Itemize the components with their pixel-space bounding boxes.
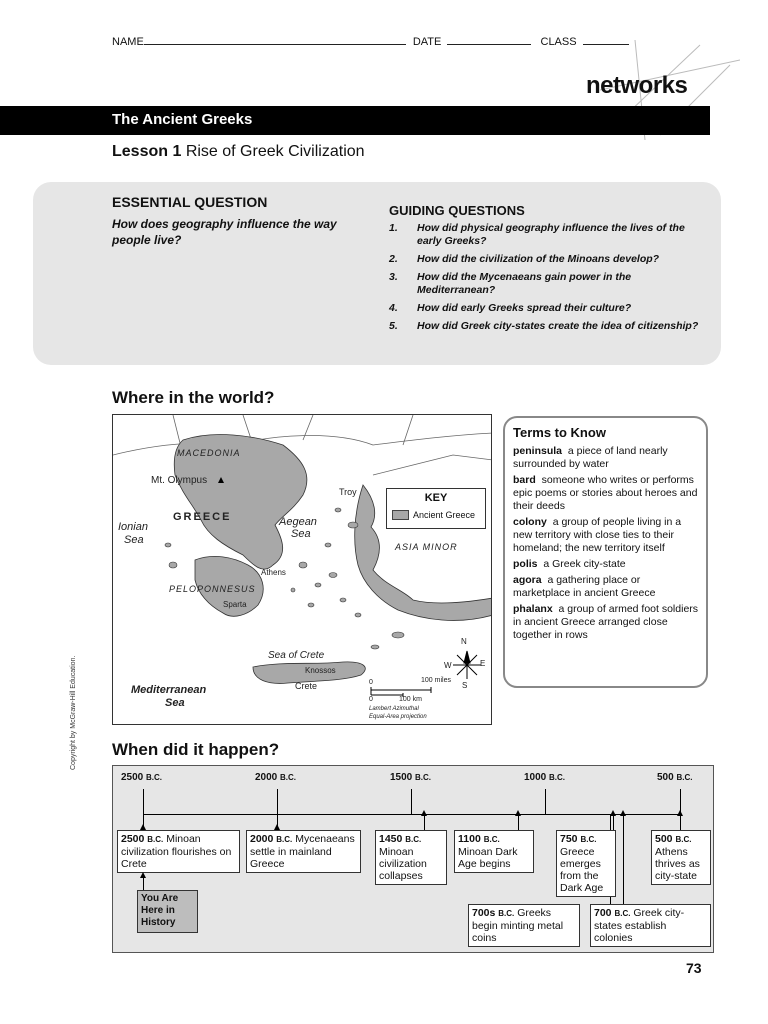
label-asia-minor: ASIA MINOR: [395, 542, 458, 552]
label-mediterranean-sea: Sea: [165, 697, 185, 709]
label-sea-of-crete: Sea of Crete: [268, 650, 325, 661]
map-ancient-greece: [112, 414, 492, 725]
compass-rose: [453, 651, 481, 679]
scale-100-km: 100 km: [399, 696, 422, 703]
date-line: [447, 35, 531, 45]
scale-100-miles: 100 miles: [421, 677, 451, 684]
event-500: 500 B.C. Athens thrives as city-state: [651, 830, 711, 885]
networks-logo: networks: [586, 72, 688, 99]
compass-s: S: [462, 681, 468, 690]
arrow-1450: [421, 810, 427, 816]
event-750: 750 B.C. Greece emerges from the Dark Age: [556, 830, 616, 897]
term-entry: polis a Greek city-state: [513, 558, 626, 570]
event-700: 700 B.C. Greek city-states establish colonies: [590, 904, 711, 947]
terms-heading: Terms to Know: [513, 425, 606, 440]
connector-you-are-here: [143, 876, 144, 890]
key-title: KEY: [424, 492, 448, 504]
tick-1000: [545, 789, 546, 814]
label-crete: Crete: [295, 681, 318, 691]
connector: [613, 814, 614, 830]
tick-label-2000: 2000 B.C.: [255, 772, 297, 783]
connector: [424, 814, 425, 830]
label-knossos: Knossos: [305, 666, 336, 675]
arrow-700: [620, 810, 626, 816]
date-label: DATE: [412, 36, 442, 48]
timeline-axis: [143, 814, 681, 815]
projection-line-2: Equal-Area projection: [369, 714, 427, 720]
guiding-question: 2. How did the civilization of the Minoans develop?: [389, 253, 660, 265]
page-title: The Ancient Greeks: [112, 111, 253, 128]
term-entry: peninsula a piece of land nearly surrounded by water: [513, 445, 668, 470]
title-bar: [0, 106, 710, 135]
name-line: [144, 35, 406, 45]
arrow-you-are-here: [140, 872, 146, 878]
name-label: NAME: [112, 36, 144, 48]
page-number: 73: [686, 960, 702, 976]
term-entry: bard someone who writes or performs epic poems or stories about heroes and their deeds: [513, 474, 698, 512]
key-label: Ancient Greece: [413, 510, 476, 520]
lesson-title: Rise of Greek Civilization: [185, 143, 365, 160]
term-entry: agora a gathering place or marketplace in ancient Greece: [513, 574, 656, 599]
tick-1500: [411, 789, 412, 814]
projection-line-1: Lambert Azimuthal: [369, 706, 419, 712]
when-heading: When did it happen?: [112, 740, 280, 759]
you-are-here-badge: You Are Here in History: [137, 890, 198, 933]
connector: [623, 814, 624, 904]
header-fields: [112, 35, 629, 48]
label-mt-olympus: Mt. Olympus: [151, 475, 208, 486]
timeline: [112, 765, 714, 953]
class-label: CLASS: [540, 36, 577, 48]
lesson-number: Lesson 1: [112, 143, 182, 160]
guiding-question: 1. How did physical geography influence the lives of the early Greeks?: [389, 222, 685, 247]
label-greece: GREECE: [173, 511, 232, 523]
terms-to-know-box: [503, 416, 708, 688]
guiding-questions-heading: GUIDING QUESTIONS: [389, 203, 525, 218]
guiding-questions-list: [389, 222, 704, 338]
label-aegean: Aegean: [279, 516, 317, 528]
label-troy: Troy: [339, 487, 357, 497]
compass-e: E: [480, 659, 486, 668]
guiding-question: 4. How did early Greeks spread their culture?: [389, 302, 632, 314]
copyright-notice: Copyright by McGraw-Hill Education.: [70, 655, 77, 770]
label-ionian: Ionian: [118, 521, 148, 533]
label-mediterranean: Mediterranean: [131, 684, 207, 696]
scale-zero-km: 0: [369, 696, 373, 703]
guiding-question: 3. How did the Mycenaeans gain power in the Mediterranean?: [389, 271, 632, 296]
label-peloponnesus: PELOPONNESUS: [169, 584, 256, 594]
key-swatch: [392, 510, 409, 520]
lesson-heading: [112, 143, 365, 161]
tick-label-1500: 1500 B.C.: [390, 772, 432, 783]
guiding-question: 5. How did Greek city-states create the idea of citizenship?: [389, 320, 699, 332]
term-entry: phalanx a group of armed foot soldiers in ancient Greece arranged close together in rows: [513, 603, 699, 641]
scale-zero-miles: 0: [369, 679, 373, 686]
arrow-1100: [515, 810, 521, 816]
label-ionian-sea: Sea: [124, 534, 144, 546]
essential-question-text: How does geography influence the way people live?: [112, 217, 337, 247]
tick-2500: [143, 789, 144, 814]
event-2000: 2000 B.C. Mycenaeans settle in mainland Greece: [246, 830, 361, 873]
label-athens: Athens: [261, 568, 286, 577]
tick-label-1000: 1000 B.C.: [524, 772, 566, 783]
event-1450: 1450 B.C. Minoan civilization collapses: [375, 830, 447, 885]
term-entry: colony a group of people living in a new territory with close ties to their homeland; the new territory itself: [513, 516, 682, 554]
map-key: [386, 488, 486, 529]
connector: [518, 814, 519, 830]
label-aegean-sea: Sea: [291, 528, 311, 540]
compass-w: W: [444, 661, 452, 670]
tick-2000: [277, 789, 278, 814]
arrow-500: [677, 810, 683, 816]
connector: [680, 814, 681, 830]
event-2500: 2500 B.C. Minoan civilization flourishes on Crete: [117, 830, 240, 873]
event-700s: 700s B.C. Greeks begin minting metal coins: [468, 904, 580, 947]
event-1100: 1100 B.C. Minoan Dark Age begins: [454, 830, 534, 873]
label-sparta: Sparta: [223, 600, 247, 609]
label-macedonia: MACEDONIA: [177, 448, 241, 458]
essential-question-heading: ESSENTIAL QUESTION: [112, 194, 268, 210]
tick-label-2500: 2500 B.C.: [121, 772, 163, 783]
where-heading: Where in the world?: [112, 388, 275, 407]
tick-label-500: 500 B.C.: [657, 772, 693, 783]
compass-n: N: [461, 637, 467, 646]
